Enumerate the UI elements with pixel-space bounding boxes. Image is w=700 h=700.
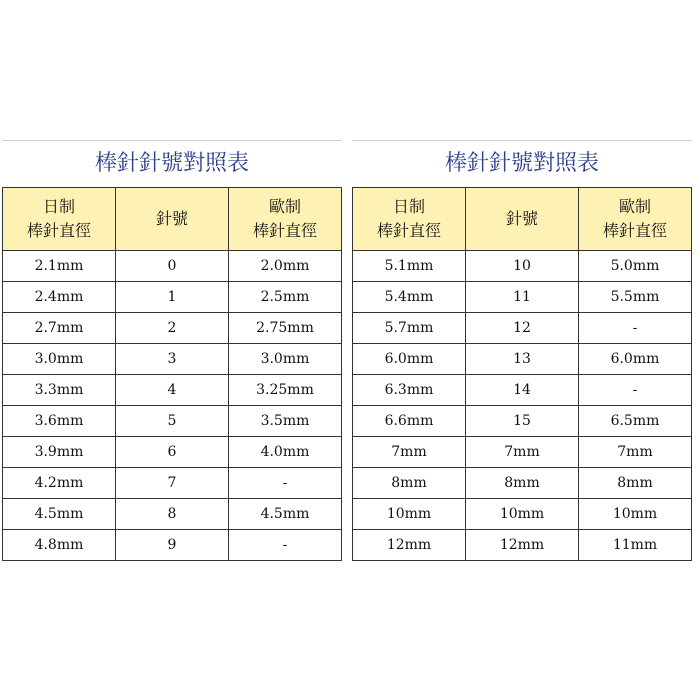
- table-cell: 2.0mm: [229, 251, 342, 282]
- table-cell: 5.7mm: [353, 313, 466, 344]
- table-cell: 8mm: [353, 468, 466, 499]
- table-header-row: [3, 188, 342, 251]
- table-cell: 5.0mm: [579, 251, 692, 282]
- header-line: 棒針直徑: [26, 221, 91, 240]
- table-body: [353, 251, 692, 561]
- header-line: 棒針直徑: [376, 221, 441, 240]
- table-row: [3, 499, 342, 530]
- table-cell: 4.2mm: [3, 468, 116, 499]
- table-cell: 4: [116, 375, 229, 406]
- table-cell: 3.0mm: [229, 344, 342, 375]
- header-line: 歐制: [268, 197, 301, 216]
- header-line: 棒針直徑: [252, 221, 317, 240]
- table-cell: 10mm: [353, 499, 466, 530]
- table-cell: 6: [116, 437, 229, 468]
- table-cell: 4.0mm: [229, 437, 342, 468]
- table-cell: 12mm: [353, 530, 466, 561]
- table-title: 棒針針號對照表: [2, 140, 342, 187]
- table-row: [353, 375, 692, 406]
- table-cell: 4.5mm: [229, 499, 342, 530]
- table-cell: 5.5mm: [579, 282, 692, 313]
- table-row: [3, 313, 342, 344]
- header-line: 針號: [155, 209, 188, 228]
- table-cell: 10: [466, 251, 579, 282]
- table-cell: 8: [116, 499, 229, 530]
- table-row: [3, 530, 342, 561]
- table-cell: 6.5mm: [579, 406, 692, 437]
- table-body: [3, 251, 342, 561]
- table-cell: 7mm: [579, 437, 692, 468]
- table-cell: 2.4mm: [3, 282, 116, 313]
- table-cell: -: [229, 468, 342, 499]
- table-row: [353, 499, 692, 530]
- table-cell: -: [229, 530, 342, 561]
- table-cell: 3: [116, 344, 229, 375]
- table-cell: 0: [116, 251, 229, 282]
- table-cell: 4.8mm: [3, 530, 116, 561]
- table-cell: 8mm: [579, 468, 692, 499]
- table-cell: 1: [116, 282, 229, 313]
- table-row: [3, 437, 342, 468]
- table-cell: 2.5mm: [229, 282, 342, 313]
- table-row: [353, 251, 692, 282]
- table-cell: 9: [116, 530, 229, 561]
- table-cell: 3.0mm: [3, 344, 116, 375]
- header-line: 日制: [42, 197, 75, 216]
- header-european-size: [579, 188, 692, 251]
- table-cell: 6.6mm: [353, 406, 466, 437]
- table-cell: 4.5mm: [3, 499, 116, 530]
- table-cell: 14: [466, 375, 579, 406]
- table-cell: 2.7mm: [3, 313, 116, 344]
- table-cell: 8mm: [466, 468, 579, 499]
- header-line: 針號: [505, 209, 538, 228]
- needle-size-table: [352, 187, 692, 561]
- table-row: [3, 468, 342, 499]
- header-line: 日制: [392, 197, 425, 216]
- table-cell: 7mm: [466, 437, 579, 468]
- table-cell: 10mm: [466, 499, 579, 530]
- conversion-table-right: [352, 140, 692, 561]
- table-cell: 2.1mm: [3, 251, 116, 282]
- table-cell: 6.3mm: [353, 375, 466, 406]
- table-cell: 3.5mm: [229, 406, 342, 437]
- table-cell: -: [579, 375, 692, 406]
- table-row: [353, 437, 692, 468]
- header-european-size: [229, 188, 342, 251]
- table-cell: 3.25mm: [229, 375, 342, 406]
- table-row: [353, 468, 692, 499]
- table-cell: 3.9mm: [3, 437, 116, 468]
- table-row: [3, 251, 342, 282]
- header-japanese-size: [3, 188, 116, 251]
- table-row: [353, 282, 692, 313]
- table-cell: -: [579, 313, 692, 344]
- table-row: [3, 344, 342, 375]
- table-cell: 6.0mm: [353, 344, 466, 375]
- table-cell: 6.0mm: [579, 344, 692, 375]
- table-cell: 3.6mm: [3, 406, 116, 437]
- table-cell: 2.75mm: [229, 313, 342, 344]
- table-title: 棒針針號對照表: [352, 140, 692, 187]
- table-cell: 2: [116, 313, 229, 344]
- table-header-row: [353, 188, 692, 251]
- header-needle-number: [466, 188, 579, 251]
- table-cell: 7mm: [353, 437, 466, 468]
- conversion-table-left: [2, 140, 342, 561]
- table-row: [353, 530, 692, 561]
- table-cell: 5: [116, 406, 229, 437]
- table-row: [353, 313, 692, 344]
- table-cell: 10mm: [579, 499, 692, 530]
- table-cell: 11: [466, 282, 579, 313]
- table-cell: 5.4mm: [353, 282, 466, 313]
- table-row: [353, 344, 692, 375]
- needle-size-table: [2, 187, 342, 561]
- table-cell: 11mm: [579, 530, 692, 561]
- table-cell: 12: [466, 313, 579, 344]
- table-cell: 5.1mm: [353, 251, 466, 282]
- header-line: 歐制: [618, 197, 651, 216]
- table-row: [3, 375, 342, 406]
- table-cell: 7: [116, 468, 229, 499]
- header-japanese-size: [353, 188, 466, 251]
- header-needle-number: [116, 188, 229, 251]
- table-row: [3, 282, 342, 313]
- table-cell: 3.3mm: [3, 375, 116, 406]
- table-cell: 12mm: [466, 530, 579, 561]
- header-line: 棒針直徑: [602, 221, 667, 240]
- table-cell: 15: [466, 406, 579, 437]
- table-row: [3, 406, 342, 437]
- table-row: [353, 406, 692, 437]
- table-cell: 13: [466, 344, 579, 375]
